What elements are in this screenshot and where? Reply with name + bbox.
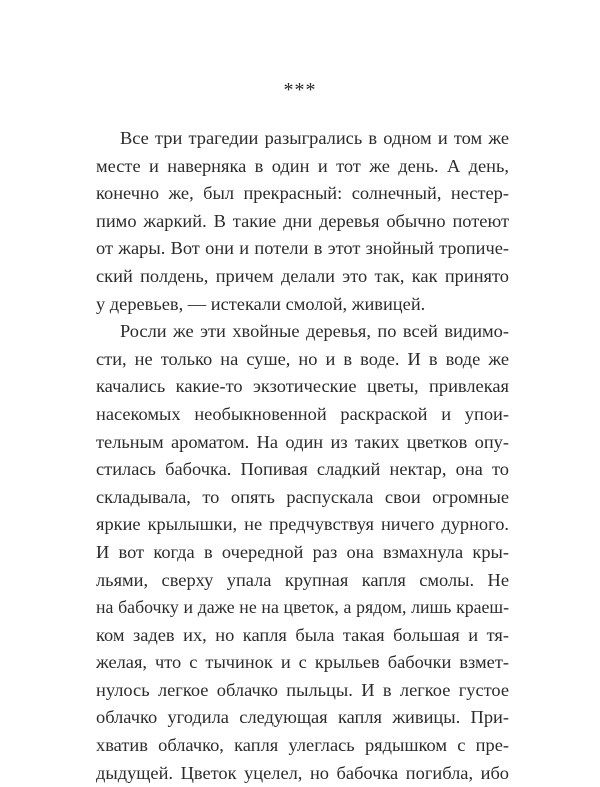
text-line: ский полдень, причем делали это так, как принято: [96, 265, 509, 286]
text-line: сти, не только на суше, но и в воде. И в воде же: [96, 348, 509, 369]
text-line: конечно же, был прекрасный: солнечный, нестер-: [96, 183, 509, 204]
text-line: яркие крылышки, не предчувствуя ничего дурного.: [96, 514, 509, 535]
text-line: Росли же эти хвойные деревья, по всей видимо-: [120, 321, 509, 342]
text-line: дыдущей. Цветок уцелел, но бабочка погибла, ибо: [96, 762, 509, 783]
text-line: качались какие-то экзотические цветы, привлекая: [96, 376, 509, 397]
text-line: месте и наверняка в один и тот же день. А день,: [96, 155, 509, 176]
text-line: хватив облачко, капля улеглась рядышком с пре-: [96, 735, 509, 756]
text-line: стилась бабочка. Попивая сладкий нектар, она то: [96, 459, 509, 480]
text-line: облачко угодила следующая капля живицы. При-: [96, 707, 509, 728]
text-line: желая, что с тычинок и с крыльев бабочки взмет-: [96, 652, 509, 673]
text-line: на бабочку и даже не на цветок, а рядом, лишь краеш-: [96, 597, 509, 618]
section-separator: ***: [283, 79, 317, 101]
text-line: от жары. Вот они и потели в этот знойный тропиче-: [96, 238, 509, 259]
text-line: насекомых необыкновенной раскраской и упои-: [96, 403, 509, 424]
text-line: льями, сверху упала крупная капля смолы. Не: [96, 569, 509, 590]
body-text: [96, 125, 509, 787]
text-line: И вот когда в очередной раз она взмахнула кры-: [96, 541, 509, 562]
text-line: складывала, то опять распускала свои огромные: [96, 486, 509, 507]
text-line: тельным ароматом. На один из таких цветков опу-: [96, 431, 509, 452]
text-line: пимо жаркий. В такие дни деревья обычно потеют: [96, 210, 509, 231]
text-line: Все три трагедии разыгрались в одном и том же: [120, 128, 509, 148]
text-line: нулось легкое облачко пыльцы. И в легкое густое: [96, 679, 509, 700]
text-line: ком задев их, но капля была такая большая и тя-: [96, 624, 509, 645]
text-line: у деревьев, — истекали смолой, живицей.: [96, 293, 426, 314]
